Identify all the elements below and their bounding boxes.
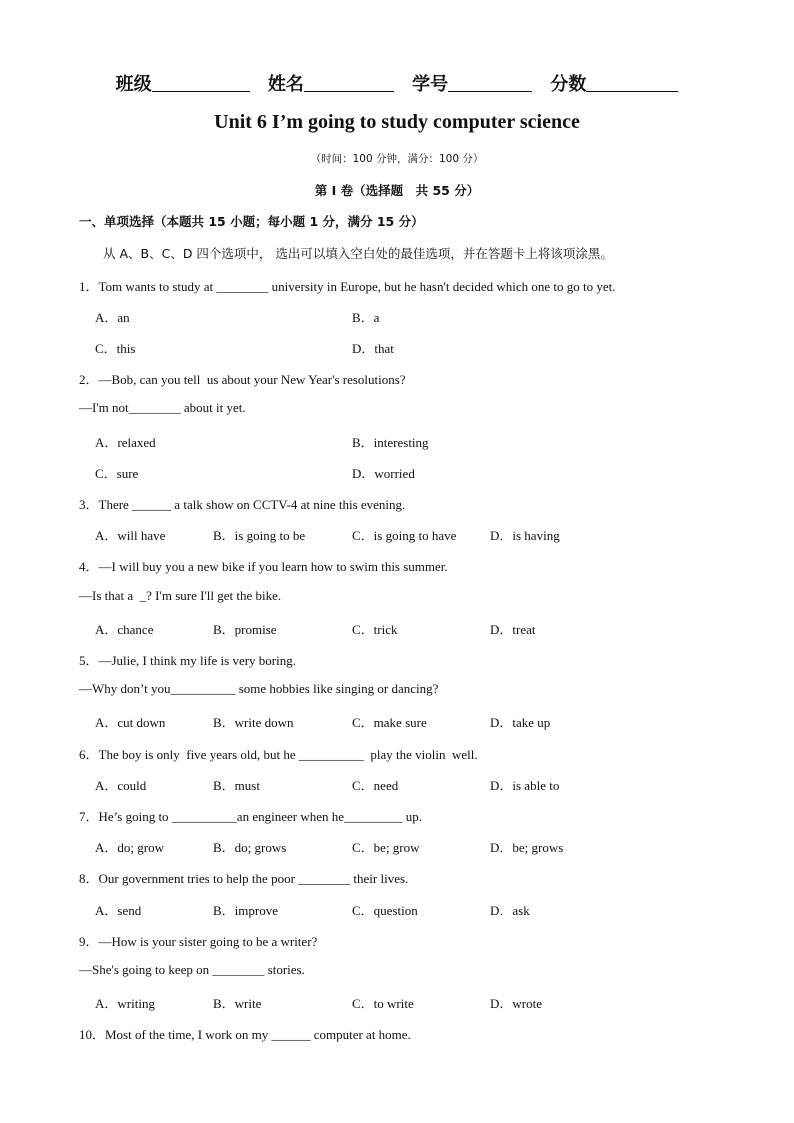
- question-5-option-b[interactable]: B．write down: [213, 715, 294, 730]
- question-3-stem: 3．There ______ a talk show on CCTV-4 at nine this evening.: [79, 497, 406, 512]
- question-9-option-d[interactable]: D．wrote: [490, 996, 542, 1011]
- question-6-option-b[interactable]: B．must: [213, 778, 260, 793]
- student-number-label: 学号: [412, 74, 449, 95]
- question-3-option-b[interactable]: B．is going to be: [213, 528, 306, 543]
- question-7-option-b[interactable]: B．do; grows: [213, 840, 287, 855]
- question-3-option-d[interactable]: D．is having: [490, 528, 560, 543]
- question-2-option-d[interactable]: D．worried: [352, 466, 415, 481]
- question-2-option-c[interactable]: C．sure: [95, 466, 139, 481]
- question-2-stem: 2．—Bob, can you tell us about your New Year's resolutions?: [79, 372, 406, 387]
- question-8-option-a[interactable]: A．send: [95, 903, 142, 918]
- score-blank[interactable]: [586, 75, 678, 92]
- question-6-stem: 6．The boy is only five years old, but he __________ play the violin well.: [79, 747, 478, 762]
- question-1-option-a[interactable]: A．an: [95, 310, 130, 325]
- question-5-option-c[interactable]: C．make sure: [352, 715, 427, 730]
- question-1-option-c[interactable]: C．this: [95, 341, 136, 356]
- question-1-option-d[interactable]: D．that: [352, 341, 394, 356]
- student-number-field: [412, 70, 532, 96]
- question-4-stem: 4．—I will buy you a new bike if you learn how to swim this summer.: [79, 559, 448, 574]
- question-9-stem-reply: —She's going to keep on ________ stories.: [79, 962, 305, 977]
- class-label: 班级: [115, 74, 152, 95]
- question-3-option-c[interactable]: C．is going to have: [352, 528, 457, 543]
- question-9-option-a[interactable]: A．writing: [95, 996, 155, 1011]
- question-9-option-b[interactable]: B．write: [213, 996, 262, 1011]
- question-7-option-a[interactable]: A．do; grow: [95, 840, 164, 855]
- page-title: Unit 6 I’m going to study computer science: [214, 111, 580, 133]
- question-5-option-a[interactable]: A．cut down: [95, 715, 166, 730]
- question-9-option-c[interactable]: C．to write: [352, 996, 414, 1011]
- name-blank[interactable]: [304, 75, 394, 92]
- question-6-option-a[interactable]: A．could: [95, 778, 147, 793]
- question-7-option-c[interactable]: C．be; grow: [352, 840, 420, 855]
- question-8-stem: 8．Our government tries to help the poor ________ their lives.: [79, 871, 409, 886]
- question-4-option-b[interactable]: B．promise: [213, 622, 277, 637]
- name-label: 姓名: [267, 74, 304, 95]
- section-title: 一、单项选择（本题共 15 小题；每小题 1 分，满分 15 分）: [79, 214, 424, 229]
- part-title: 第 I 卷（选择题 共 55 分）: [314, 183, 480, 198]
- score-field: [550, 70, 678, 96]
- question-8-option-d[interactable]: D．ask: [490, 903, 530, 918]
- question-1-stem: 1．Tom wants to study at ________ university in Europe, but he hasn't decided which one to go to yet.: [79, 279, 616, 294]
- time-note: （时间：100 分钟，满分：100 分）: [310, 153, 484, 165]
- question-5-option-d[interactable]: D．take up: [490, 715, 551, 730]
- instruction: 从 A、B、C、D 四个选项中， 选出可以填入空白处的最佳选项，并在答题卡上将该项涂黑。: [103, 246, 613, 261]
- question-2-stem-reply: —I'm not________ about it yet.: [79, 400, 246, 415]
- question-2-option-b[interactable]: B．interesting: [352, 435, 429, 450]
- question-7-option-d[interactable]: D．be; grows: [490, 840, 564, 855]
- class-blank[interactable]: [152, 75, 250, 92]
- question-4-option-c[interactable]: C．trick: [352, 622, 398, 637]
- question-6-option-c[interactable]: C．need: [352, 778, 399, 793]
- student-number-blank[interactable]: [448, 75, 532, 92]
- question-5-stem-reply: —Why don’t you__________ some hobbies like singing or dancing?: [79, 681, 439, 696]
- question-2-option-a[interactable]: A．relaxed: [95, 435, 156, 450]
- score-label: 分数: [550, 74, 587, 95]
- question-4-option-a[interactable]: A．chance: [95, 622, 154, 637]
- question-4-option-d[interactable]: D．treat: [490, 622, 536, 637]
- question-8-option-b[interactable]: B．improve: [213, 903, 278, 918]
- question-8-option-c[interactable]: C．question: [352, 903, 418, 918]
- question-4-stem-reply: —Is that a _? I'm sure I'll get the bike.: [79, 588, 282, 603]
- question-9-stem: 9．—How is your sister going to be a writer?: [79, 934, 318, 949]
- question-10-stem: 10．Most of the time, I work on my ______ computer at home.: [79, 1027, 411, 1042]
- class-field: [116, 70, 250, 96]
- question-7-stem: 7．He’s going to __________an engineer when he_________ up.: [79, 809, 423, 824]
- question-1-option-b[interactable]: B．a: [352, 310, 380, 325]
- question-6-option-d[interactable]: D．is able to: [490, 778, 560, 793]
- question-3-option-a[interactable]: A．will have: [95, 528, 166, 543]
- student-info-header: [0, 70, 794, 96]
- name-field: [268, 70, 394, 96]
- question-5-stem: 5．—Julie, I think my life is very boring.: [79, 653, 297, 668]
